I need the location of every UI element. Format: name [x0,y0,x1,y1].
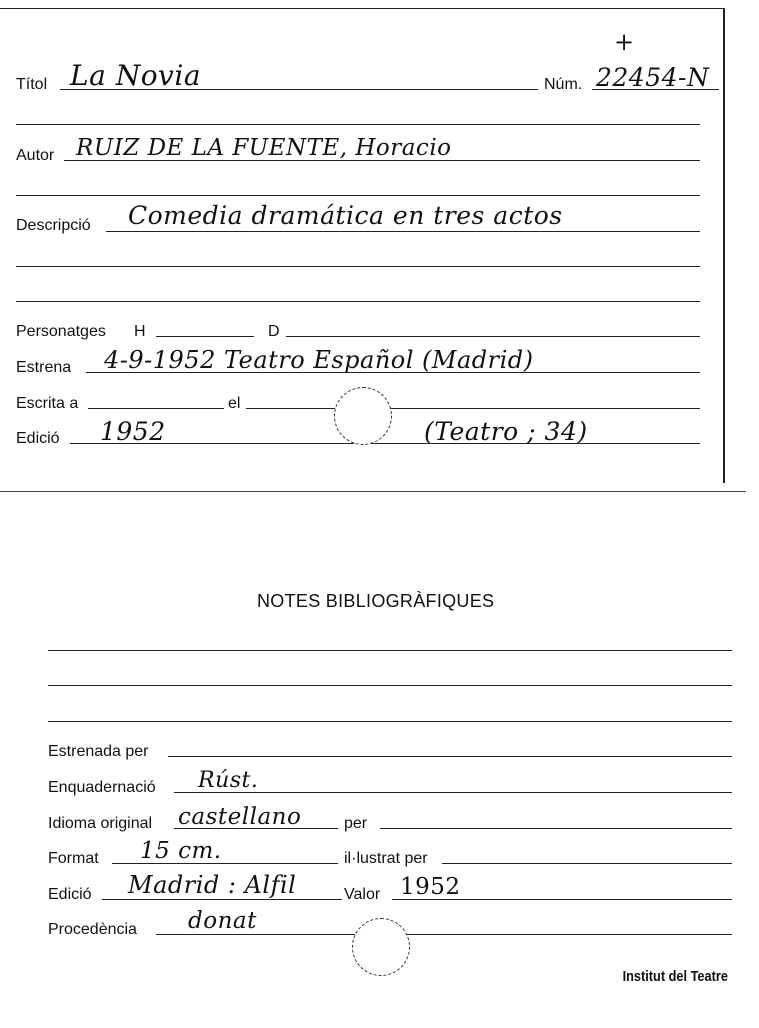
descripcio-value: Comedia dramática en tres actos [128,201,563,230]
format-il-line [442,863,732,864]
edicio-value: 1952 [100,417,166,446]
procedencia-value: donat [188,908,257,934]
blank-line [16,124,700,125]
num-label: Núm. [544,76,583,93]
estrena-value: 4-9-1952 Teatro Español (Madrid) [104,346,534,374]
valor-label: Valor [344,886,381,903]
escrita-el-line [246,408,700,409]
personatges-h-label: H [134,323,146,340]
format-il-label: il·lustrat per [344,850,428,867]
enquadernacio-label: Enquadernació [48,779,156,796]
edicio2-label: Edició [48,886,92,903]
blank-line [48,721,732,722]
edicio2-value: Madrid : Alfil [128,871,297,899]
blank-line [48,685,732,686]
personatges-d-line [286,336,700,337]
personatges-d-label: D [268,323,280,340]
edicio2-line [102,899,342,900]
autor-label: Autor [16,147,55,164]
descripcio-line [106,231,700,232]
procedencia-line [156,934,732,935]
idioma-label: Idioma original [48,815,153,832]
personatges-label: Personatges [16,323,106,340]
catalog-card-front [0,8,725,483]
num-mark: + [614,28,635,56]
procedencia-label: Procedència [48,921,137,938]
punch-hole [352,918,410,976]
escrita-el-label: el [228,395,241,412]
escrita-line [88,408,224,409]
titol-value: La Novia [70,59,202,92]
notes-title: NOTES BIBLIOGRÀFIQUES [257,591,495,611]
valor-value: 1952 [400,874,461,900]
estrena-label: Estrena [16,359,72,376]
catalog-card-back [22,538,742,1008]
format-label: Format [48,850,99,867]
idioma-per-label: per [344,815,368,832]
blank-line [16,301,700,302]
card-separator [0,491,746,492]
edicio-series: (Teatro ; 34) [424,417,588,446]
escrita-label: Escrita a [16,395,79,412]
autor-value: RUIZ DE LA FUENTE, Horacio [76,135,452,161]
num-value: 22454-N [596,63,710,92]
personatges-h-line [156,336,254,337]
descripcio-label: Descripció [16,217,91,234]
blank-line [16,266,700,267]
blank-line [16,195,700,196]
institution-footer: Institut del Teatre [622,968,728,985]
punch-hole [334,387,392,445]
blank-line [48,650,732,651]
edicio-label: Edició [16,430,60,447]
format-value: 15 cm. [140,838,222,864]
titol-label: Títol [16,76,48,93]
estrenada-line [168,756,732,757]
idioma-value: castellano [178,804,302,830]
enquadernacio-value: Rúst. [198,768,259,793]
estrenada-label: Estrenada per [48,743,149,760]
idioma-per-line [380,828,732,829]
